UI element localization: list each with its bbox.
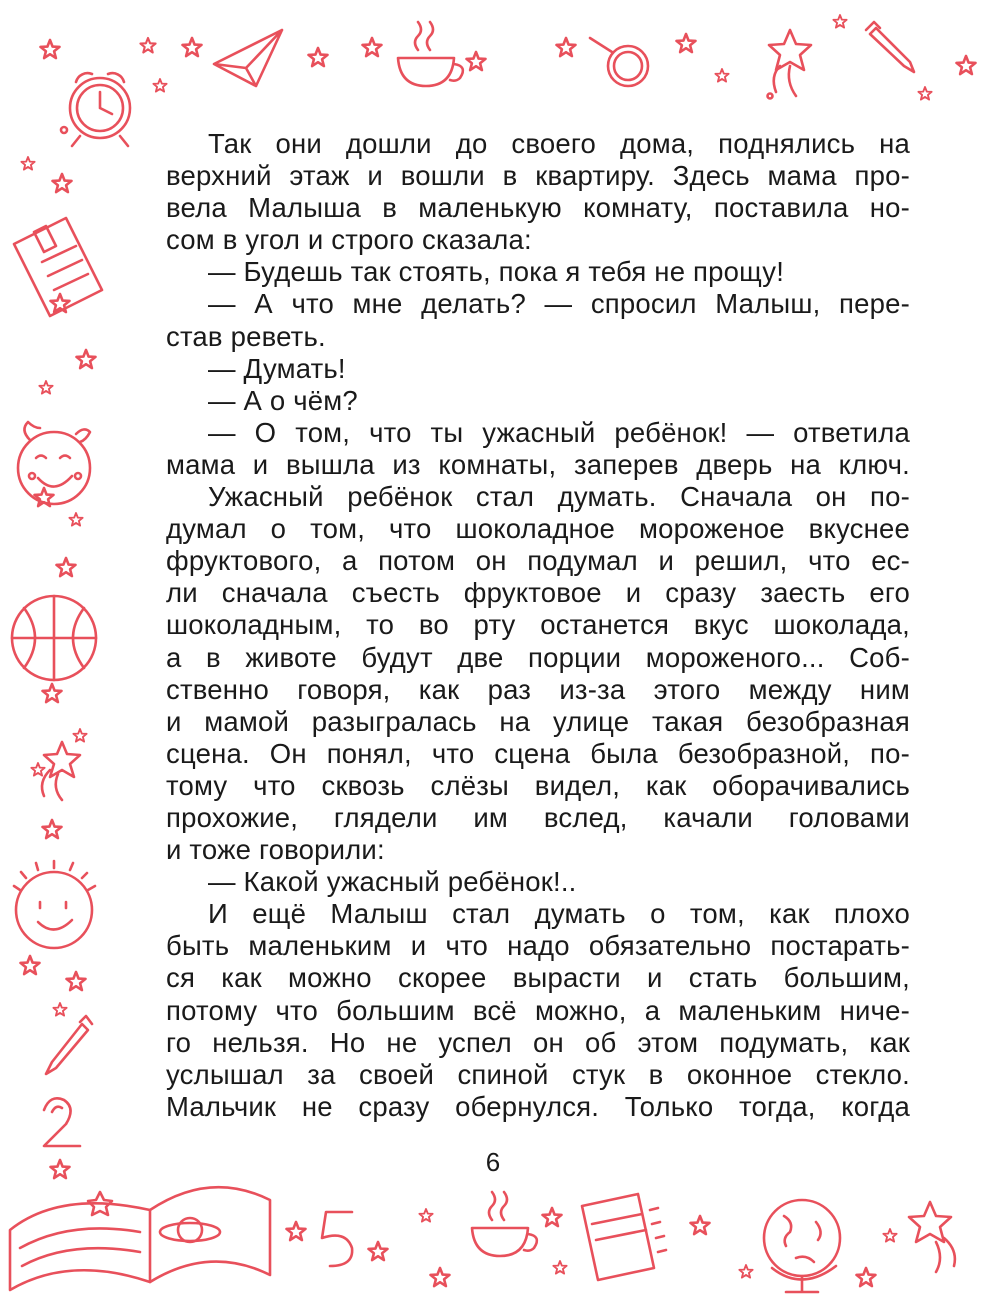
shooting-star-icon-bottom [909, 1202, 955, 1272]
text-line: услышал за своей спиной стук в оконное стекло. [166, 1058, 910, 1090]
text-line: Ужасный ребёнок стал думать. Сначала он по- [208, 481, 910, 513]
text-line: — О том, что ты ужасный ребёнок! — ответила [208, 416, 910, 448]
alarm-clock-icon [61, 73, 130, 146]
coffee-cup-icon-bottom [472, 1192, 537, 1256]
open-book-icon [10, 1187, 270, 1290]
text-line: ственно говоря, как раз из-за этого между ним [166, 673, 910, 705]
text-line: вела Малыша в маленькую комнату, поставила но- [166, 192, 910, 224]
page-number: 6 [485, 1147, 501, 1177]
text-line: а в животе будут две порции мороженого... Соб- [166, 641, 910, 673]
text-line: потому что большим всё можно, а маленьким ниче- [166, 994, 910, 1026]
text-line: сом в угол и строго сказала: [166, 224, 532, 256]
text-line: и мамой разыгралась на улице такая безобразная [166, 705, 910, 737]
boy-face-icon [14, 861, 95, 948]
notebook-icon [582, 1194, 666, 1280]
text-line: быть маленьким и что надо обязательно постарать- [166, 930, 910, 962]
text-line: — Думать! [208, 352, 346, 384]
text-line: ли сначала съесть фруктовое и сразу заесть его [166, 577, 910, 609]
pen-icon-top [866, 22, 914, 72]
coffee-cup-icon [398, 22, 463, 86]
text-line: сцена. Он понял, что сцена была безобразной, по- [166, 737, 910, 769]
body-text [166, 128, 910, 1123]
text-line: ся как можно скорее вырасти и стать большим, [166, 962, 910, 994]
basketball-icon [12, 596, 96, 680]
magnifier-icon [590, 38, 648, 86]
text-line: шоколадным, то во рту останется вкус шоколада, [166, 609, 910, 641]
text-line: став реветь. [166, 320, 326, 352]
text-line: И ещё Малыш стал думать о том, как плохо [208, 898, 910, 930]
text-line: — А что мне делать? — спросил Малыш, пере- [208, 288, 910, 320]
text-line: и тоже говорили: [166, 834, 385, 866]
text-line: — А о чём? [208, 384, 358, 416]
number-two-icon [44, 1098, 80, 1146]
text-line: фруктового, а потом он подумал и решил, что ес- [166, 545, 910, 577]
text-line: мама и вышла из комнаты, заперев дверь на ключ. [166, 448, 910, 480]
globe-icon [764, 1200, 840, 1292]
text-line: — Будешь так стоять, пока я тебя не прощу! [208, 256, 785, 288]
text-line: тому что сквозь слёзы видел, как оборачивались [166, 769, 910, 801]
pen-icon-left [46, 1016, 92, 1074]
text-line: прохожие, глядели им вслед, качали головами [166, 801, 910, 833]
text-line: думал о том, что шоколадное мороженое вкуснее [166, 513, 910, 545]
girl-face-icon [18, 422, 90, 504]
paper-plane-icon [214, 30, 282, 86]
star-icons-top [41, 15, 976, 100]
text-line: го нельзя. Но не успел он об этом подумать, как [166, 1026, 910, 1058]
text-line: Так они дошли до своего дома, поднялись на [208, 128, 910, 159]
number-five-icon [322, 1212, 352, 1266]
shooting-star-icon [768, 30, 812, 99]
shooting-star-icon-left [42, 742, 80, 800]
text-line: — Какой ужасный ребёнок!.. [208, 866, 577, 898]
text-line: Мальчик не сразу обернулся. Только тогда, когда [166, 1090, 910, 1122]
text-line: верхний этаж и вошли в квартиру. Здесь мама про- [166, 160, 910, 192]
